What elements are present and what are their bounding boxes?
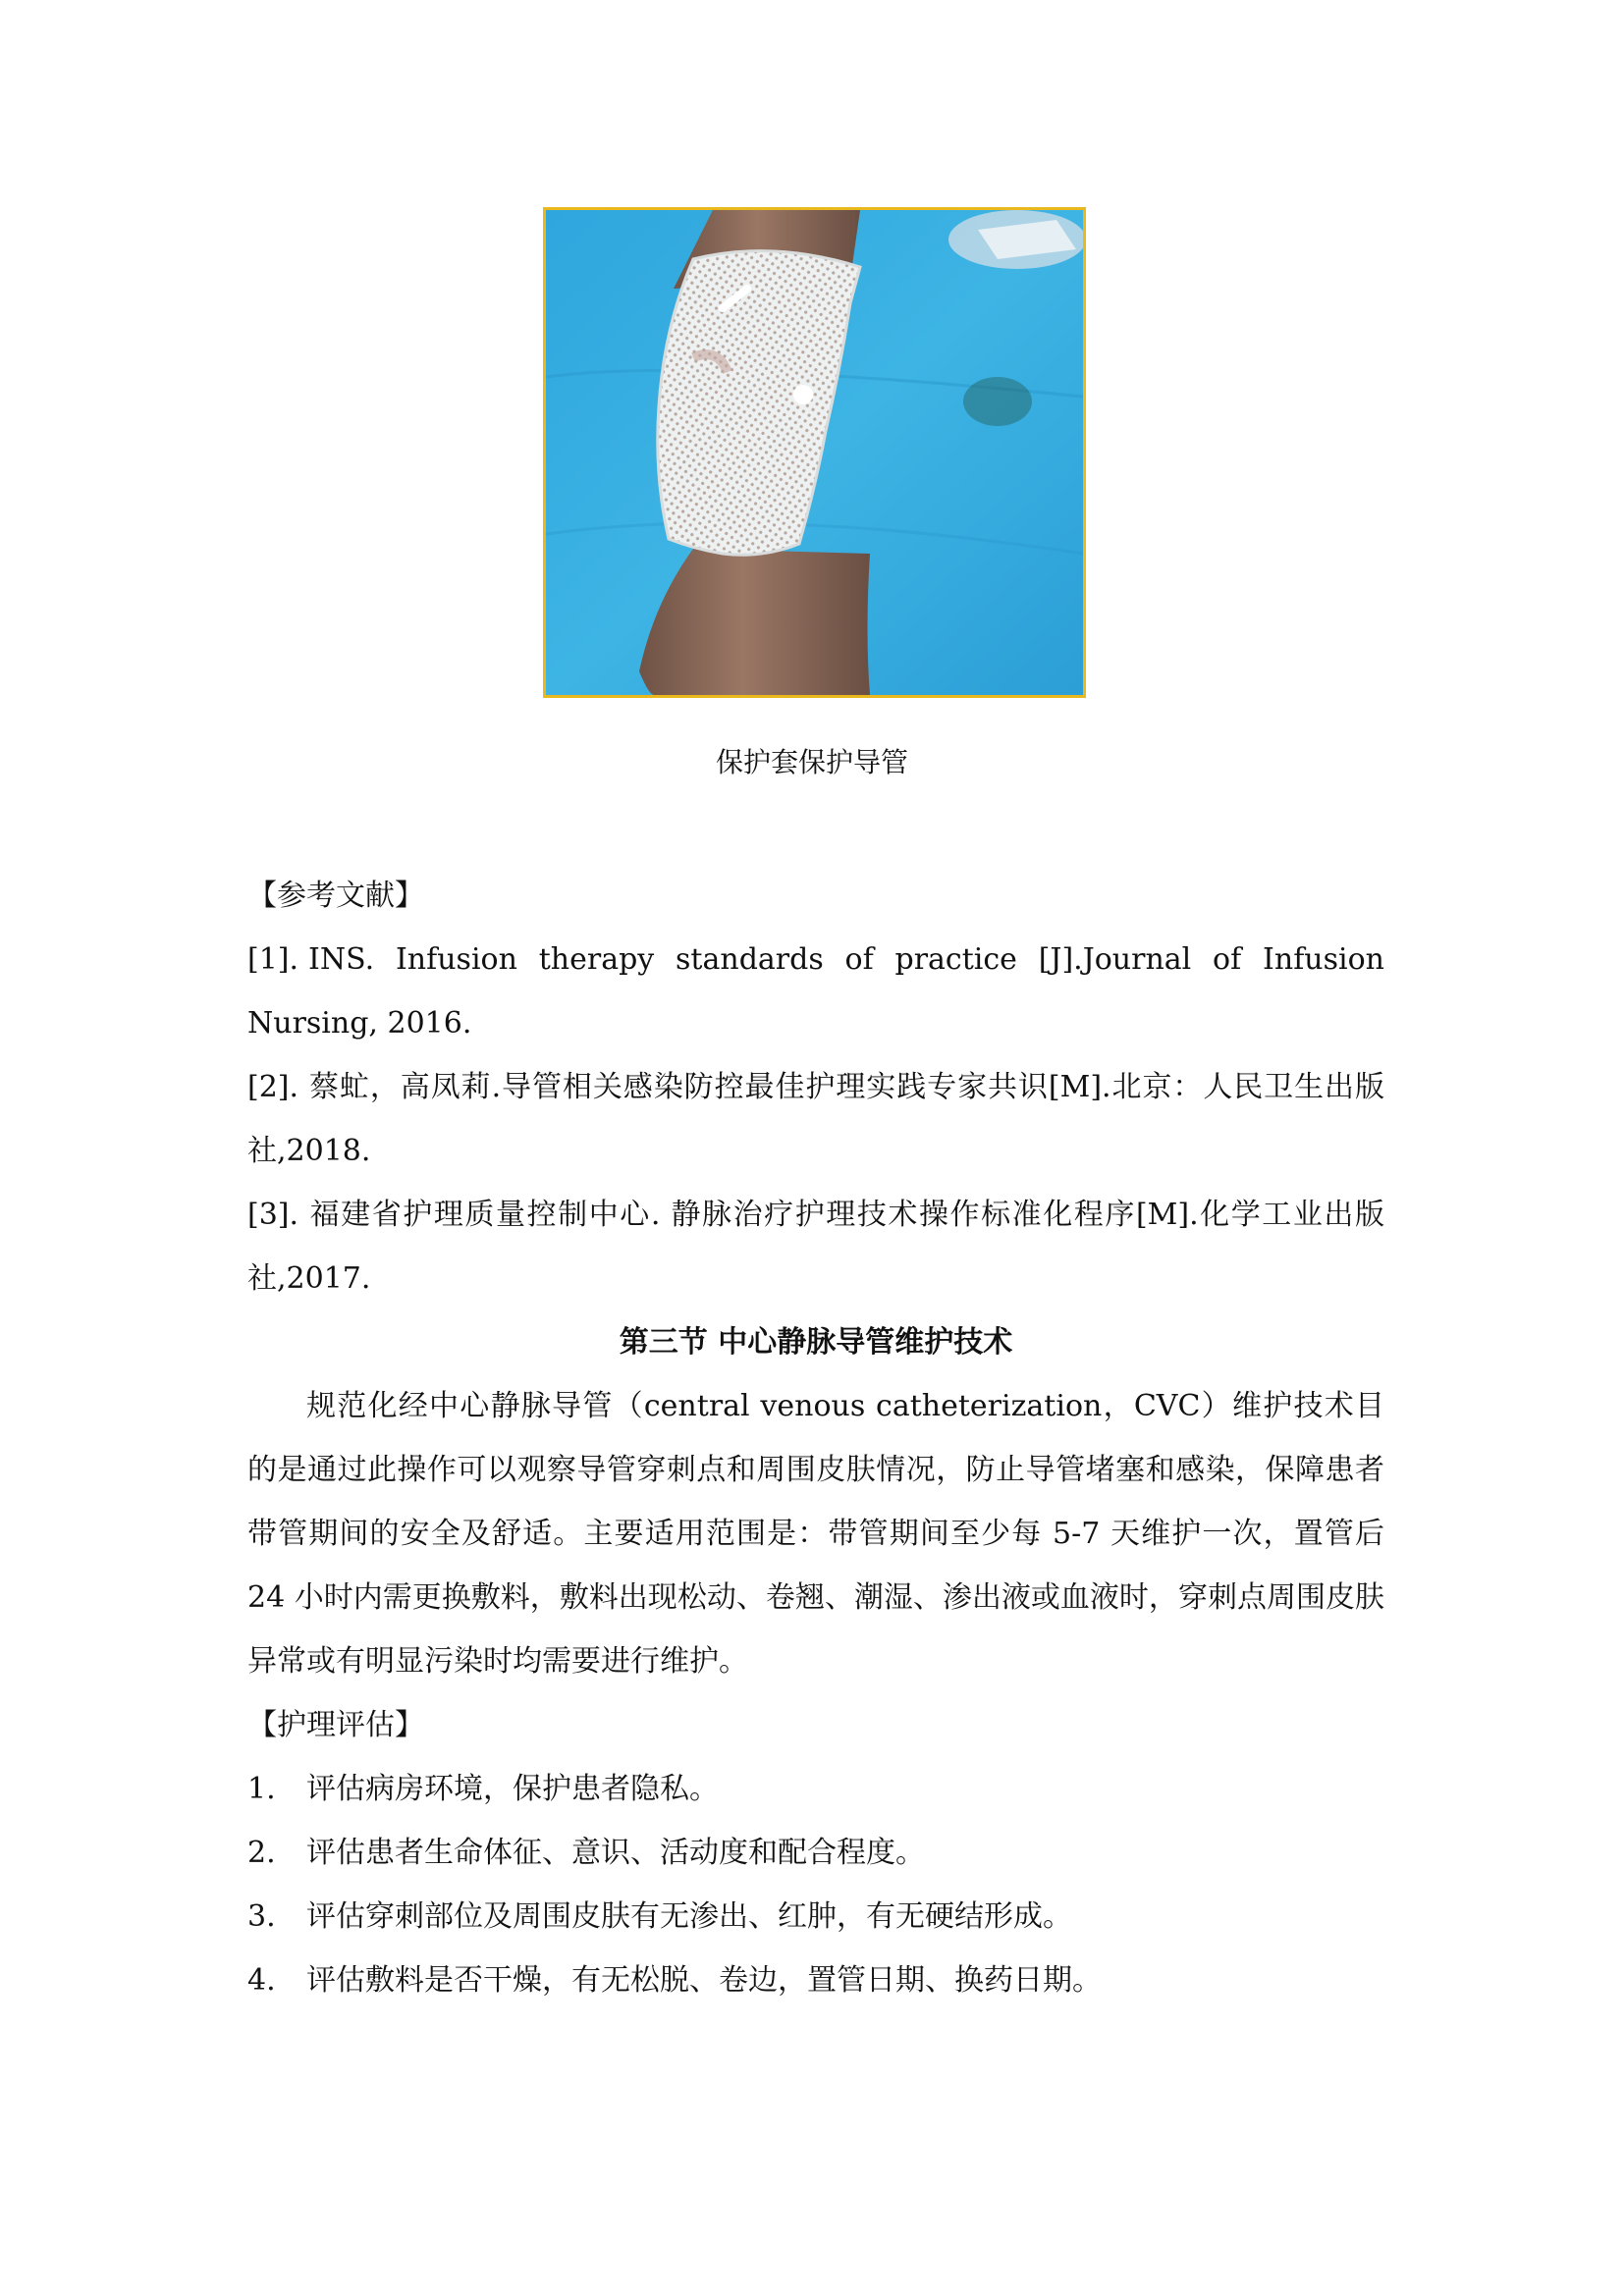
reference-text: 蔡虻，高凤莉.导管相关感染防控最佳护理实践专家共识[M].北京：人民卫生出版社,2018. bbox=[247, 1070, 1384, 1168]
assessment-item bbox=[247, 1885, 1384, 1949]
reference-item bbox=[247, 1055, 1384, 1183]
assessment-item bbox=[247, 1949, 1384, 2012]
reference-item bbox=[247, 928, 1384, 1055]
assessment-item-text: 评估敷料是否干燥，有无松脱、卷边，置管日期、换药日期。 bbox=[306, 1963, 1102, 1998]
document-body bbox=[247, 864, 1384, 2012]
assessment-item-number: 2. bbox=[247, 1836, 276, 1870]
reference-text: INS. Infusion therapy standards of practice [J].Journal of Infusion Nursing, 2016. bbox=[247, 942, 1384, 1041]
references-heading: 【参考文献】 bbox=[247, 879, 424, 913]
assessment-item-text: 评估病房环境，保护患者隐私。 bbox=[306, 1772, 719, 1806]
figure-caption: 保护套保护导管 bbox=[715, 746, 908, 778]
section-title: 第三节 中心静脉导管维护技术 bbox=[619, 1325, 1013, 1360]
assessment-item bbox=[247, 1757, 1384, 1821]
reference-number: [2]. bbox=[247, 1070, 299, 1104]
assessment-item bbox=[247, 1821, 1384, 1885]
assessment-item-text: 评估患者生命体征、意识、活动度和配合程度。 bbox=[306, 1836, 925, 1870]
assessment-item-number: 4. bbox=[247, 1963, 276, 1998]
assessment-heading: 【护理评估】 bbox=[247, 1708, 424, 1742]
assessment-item-text: 评估穿刺部位及周围皮肤有无渗出、红肿，有无硬结形成。 bbox=[306, 1899, 1072, 1934]
assessment-item-number: 3. bbox=[247, 1899, 276, 1934]
reference-number: [3]. bbox=[247, 1198, 299, 1232]
assessment-item-number: 1. bbox=[247, 1772, 276, 1806]
reference-text: 福建省护理质量控制中心. 静脉治疗护理技术操作标准化程序[M].化学工业出版社,2017. bbox=[247, 1198, 1384, 1296]
section-paragraph: 规范化经中心静脉导管（central venous catheterization，CVC）维护技术目的是通过此操作可以观察导管穿刺点和周围皮肤情况，防止导管堵塞和感染，保障患者带管期间的安全及舒适。主要适用范围是：带管期间至少每 5-7 天维护一次，置管后 24 小时内需更换敷料，敷料出现松动、卷翘、潮湿、渗出液或血液时，穿刺点周围皮肤异常或有明显污染时均需要进行维护。 bbox=[247, 1389, 1384, 1679]
reference-number: [1]. bbox=[247, 942, 299, 977]
catheter-protective-sleeve-photo bbox=[543, 207, 1086, 698]
photo-illustration bbox=[546, 210, 1083, 695]
reference-item bbox=[247, 1183, 1384, 1310]
